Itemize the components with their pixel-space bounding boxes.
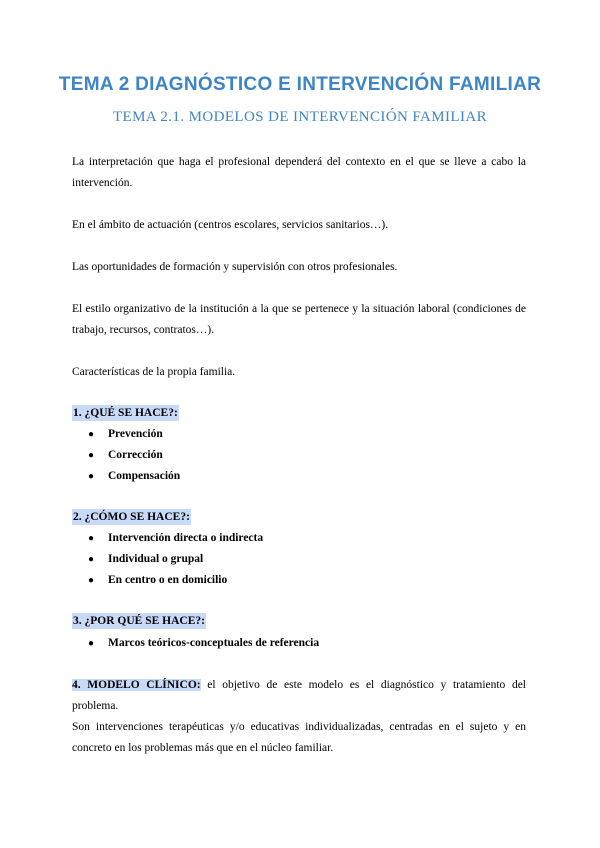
section-heading-como: 2. ¿CÓMO SE HACE?: (73, 511, 190, 523)
list-item: ● Prevención (88, 424, 180, 445)
bullet-icon: ● (88, 575, 95, 586)
list-item: ● Individual o grupal (88, 549, 263, 570)
paragraph-ambito: En el ámbito de actuación (centros escolares, servicios sanitarios…). (72, 219, 389, 231)
paragraph-context: La interpretación que haga el profesional dependerá del contexto en el que se lleve a cabo la intervención. (72, 156, 526, 189)
bullet-icon: ● (88, 471, 95, 482)
section-heading-modelo: 4. MODELO CLÍNICO: (72, 679, 201, 691)
document-title: TEMA 2 DIAGNÓSTICO E INTERVENCIÓN FAMILIAR (58, 74, 542, 95)
bullet-icon: ● (88, 638, 95, 649)
paragraph-estilo: El estilo organizativo de la institución a la que se pertenece y la situación laboral (condiciones de trabajo, recursos, contratos…). (72, 303, 526, 336)
paragraph-modelo-clinico: 4. MODELO CLÍNICO: el objetivo de este modelo es el diagnóstico y tratamiento del problema. (72, 679, 527, 712)
bullet-list-como (88, 528, 263, 591)
bullet-icon: ● (88, 429, 95, 440)
bullet-icon: ● (88, 533, 95, 544)
list-item: ● Intervención directa o indirecta (88, 528, 263, 549)
paragraph-familia: Características de la propia familia. (72, 366, 236, 378)
list-item: ● Corrección (88, 445, 180, 466)
list-item: ● Compensación (88, 466, 180, 487)
bullet-list-porque (88, 633, 319, 654)
document-subtitle: TEMA 2.1. MODELOS DE INTERVENCIÓN FAMILIAR (112, 109, 488, 125)
bullet-list-que (88, 424, 180, 487)
list-item: ● Marcos teóricos-conceptuales de referencia (88, 633, 319, 654)
paragraph-oportunidades: Las oportunidades de formación y supervisión con otros profesionales. (72, 261, 398, 273)
section-heading-porque: 3. ¿POR QUÉ SE HACE?: (73, 615, 205, 627)
list-item: ● En centro o en domicilio (88, 570, 263, 591)
bullet-icon: ● (88, 554, 95, 565)
paragraph-intervenciones: Son intervenciones terapéuticas y/o educativas individualizadas, centradas en el sujeto y en concreto en los problemas más que en el núcleo familiar. (72, 721, 526, 754)
bullet-icon: ● (88, 450, 95, 461)
section-heading-que: 1. ¿QUÉ SE HACE?: (73, 407, 178, 419)
